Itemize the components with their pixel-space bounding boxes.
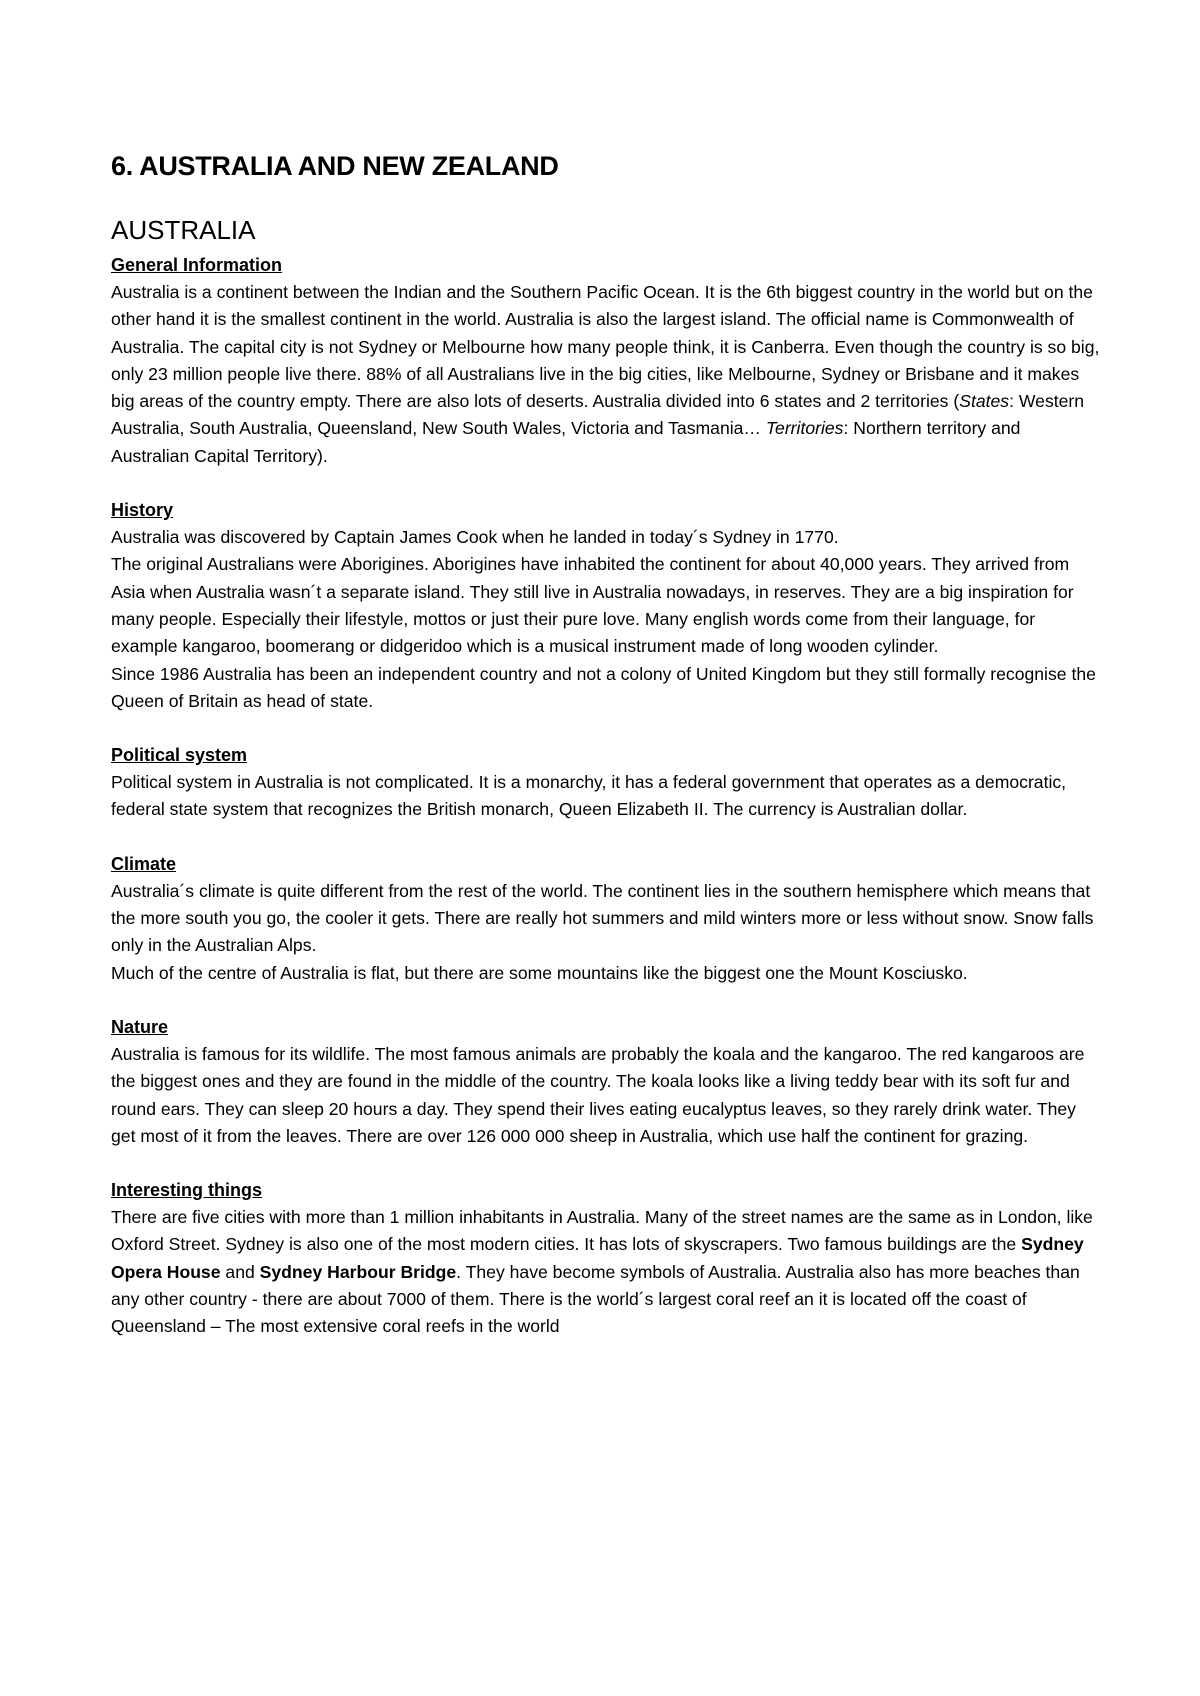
nature-paragraph: Australia is famous for its wildlife. The most famous animals are probably the koala and the kangaroo. The red kangaroos are the biggest ones and they are found in the middle of the country. The koala looks like a living teddy bear with its soft fur and round ears. They can sleep 20 hours a day. They spend their lives eating eucalyptus leaves, so they rarely drink water. They get most of it from the leaves. There are over 126 000 000 sheep in Australia, which use half the continent for grazing. <box>111 1043 1085 1146</box>
section-heading: Nature <box>111 1016 169 1037</box>
country-title: AUSTRALIA <box>111 215 256 245</box>
interesting-paragraph: There are five cities with more than 1 million inhabitants in Australia. Many of the street names are the same as in London, like Oxford Street. Sydney is also one of the most modern cities. It has lots of skyscrapers. Two famous buildings are the Sydney Opera House and Sydney Harbour Bridge. They have become symbols of Australia. Australia also has more beaches than any other country - there are about 7000 of them. There is the world´s largest coral reef an it is located off the coast of Queensland – The most extensive coral reefs in the world <box>111 1207 1093 1337</box>
document-page <box>111 148 1101 1368</box>
political-paragraph: Political system in Australia is not complicated. It is a monarchy, it has a federal government that operates as a democratic, federal state system that recognizes the British monarch, Queen Elizabeth II. The currency is Australian dollar. <box>111 772 1067 820</box>
document-title: 6. AUSTRALIA AND NEW ZEALAND <box>111 151 559 181</box>
section-political-system <box>111 742 1101 824</box>
section-interesting-things <box>111 1177 1101 1340</box>
section-heading: History <box>111 500 174 521</box>
section-heading: Political system <box>111 745 248 766</box>
territories-label: Territories <box>765 418 844 439</box>
climate-paragraph-1: Australia´s climate is quite different from the rest of the world. The continent lies in the southern hemisphere which means that the more south you go, the cooler it gets. There are really hot summers and mild winters more or less without snow. Snow falls only in the Australian Alps. <box>111 880 1094 956</box>
history-paragraph-3: Since 1986 Australia has been an independent country and not a colony of United Kingdom but they still formally recognise the Queen of Britain as head of state. <box>111 663 1096 711</box>
sydney-harbour-bridge: Sydney Harbour Bridge <box>259 1261 457 1282</box>
section-history <box>111 497 1101 715</box>
section-nature <box>111 1014 1101 1150</box>
climate-paragraph-2: Much of the centre of Australia is flat, but there are some mountains like the biggest one the Mount Kosciusko. <box>111 962 968 983</box>
states-label: States <box>959 391 1010 412</box>
history-paragraph-2: The original Australians were Aborigines. Aborigines have inhabited the continent for about 40,000 years. They arrived from Asia when Australia wasn´t a separate island. They still live in Australia nowadays, in reserves. They are a big inspiration for many people. Especially their lifestyle, mottos or just their pure love. Many english words come from their language, for example kangaroo, boomerang or didgeridoo which is a musical instrument made of long wooden cylinder. <box>111 554 1074 657</box>
section-heading: Climate <box>111 853 177 874</box>
section-climate <box>111 851 1101 987</box>
section-general-information <box>111 252 1101 470</box>
general-paragraph: Australia is a continent between the Indian and the Southern Pacific Ocean. It is the 6th biggest country in the world but on the other hand it is the smallest continent in the world. Australia is also the largest island. The official name is Commonwealth of Australia. The capital city is not Sydney or Melbourne how many people think, it is Canberra. Even though the country is so big, only 23 million people live there. 88% of all Australians live in the big cities, like Melbourne, Sydney or Brisbane and it makes big areas of the country empty. There are also lots of deserts. Australia divided into 6 states and 2 territories (States: Western Australia, South Australia, Queensland, New South Wales, Victoria and Tasmania… Territories: Northern territory and Australian Capital Territory). <box>111 282 1100 466</box>
section-heading: Interesting things <box>111 1180 263 1201</box>
history-paragraph-1: Australia was discovered by Captain James Cook when he landed in today´s Sydney in 1770. <box>111 527 839 548</box>
section-heading: General Information <box>111 255 283 275</box>
sydney-opera-house: Sydney Opera House <box>111 1234 1084 1282</box>
